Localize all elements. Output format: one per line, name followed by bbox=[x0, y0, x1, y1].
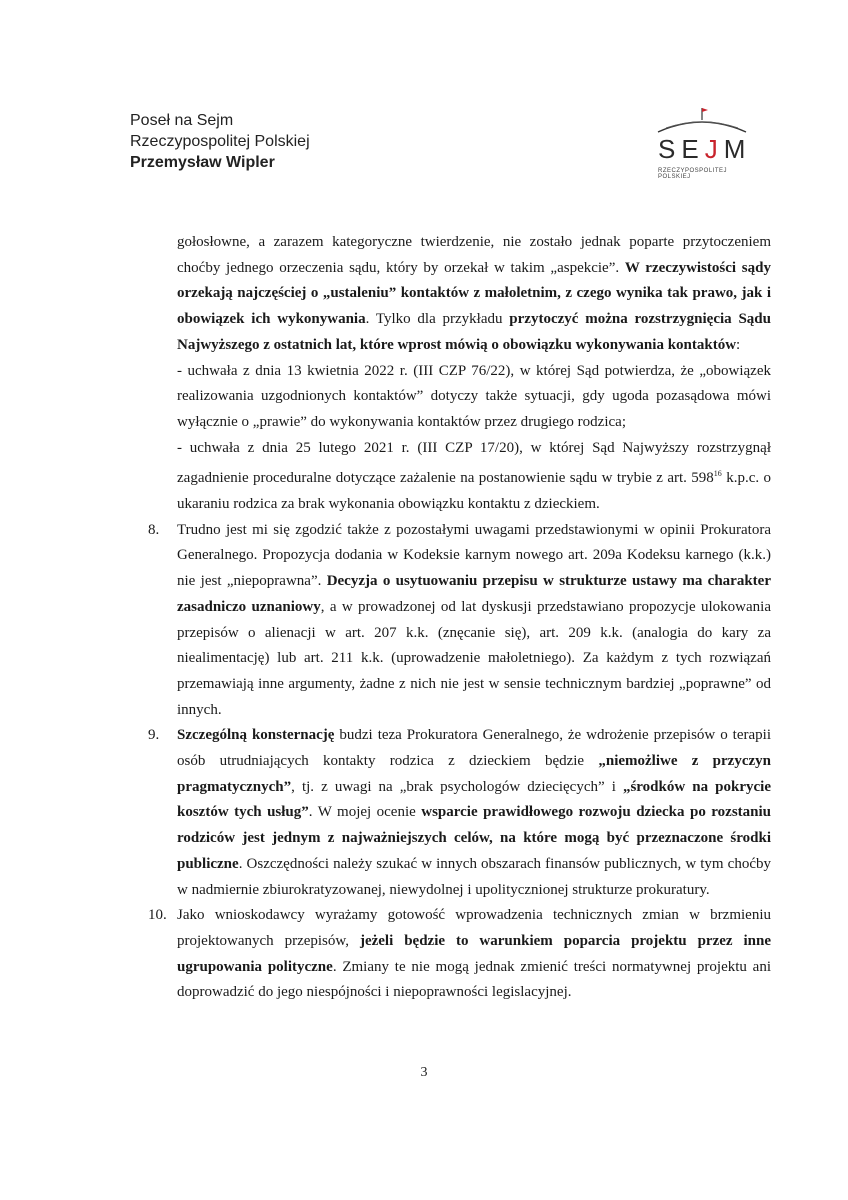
list-item-10: 10. Jako wnioskodawcy wyrażamy gotowość wprowadzenia technicznych zmian w brzmieniu projektowanych przepisów, jeżeli będzie to warunkiem poparcia projektu przez inne ugrupowania polityczne. Zmiany te nie mogą jednak zmienić treści normatywnej projektu ani doprowadzić do jego niespójności i niepoprawności legislacyjnej. bbox=[177, 903, 771, 1006]
list-number: 10. bbox=[148, 907, 167, 924]
header-line-1: Poseł na Sejm bbox=[130, 112, 234, 129]
sejm-logo bbox=[652, 106, 752, 180]
document-body bbox=[148, 230, 772, 1006]
page-number: 3 bbox=[420, 1065, 428, 1080]
sejm-logo-subtitle: RZECZYPOSPOLITEJ POLSKIEJ bbox=[658, 168, 728, 180]
letterhead bbox=[130, 110, 310, 173]
bullet-resolution-2022: - uchwała z dnia 13 kwietnia 2022 r. (III CZP 76/22), w której Sąd potwierdza, że „obowiązek realizowania uzgodnionych kontaktów” dotyczy także sytuacji, gdy ugoda pozasądowa mówi wyłącznie o „prawie” do wykonywania kontaktów przez drugiego rodzica; bbox=[177, 362, 771, 430]
list-number: 9. bbox=[148, 727, 160, 744]
list-item-9: 9. Szczególną konsternację budzi teza Prokuratora Generalnego, że wdrożenie przepisów o terapii osób utrudniających kontakty rodzica z dzieckiem będzie „niemożliwe z przyczyn pragmatycznych”, tj. z uwagi na „brak psychologów dziecięcych” i „środków na pokrycie kosztów tych usług”. W mojej ocenie wsparcie prawidłowego rozwoju dziecka po rozstaniu rodziców jest jednym z najważniejszych celów, na które mogą być przeznaczone środki publiczne. Oszczędności należy szukać w innych obszarach finansów publicznych, w tym choćby w nadmiernie zbiurokratyzowanej, niewydolnej i upolitycznionej strukturze prokuratury. bbox=[177, 723, 771, 903]
header-line-2: Rzeczypospolitej Polskiej bbox=[130, 133, 310, 150]
paragraph-continuation: gołosłowne, a zarazem kategoryczne twierdzenie, nie zostało jednak poparte przytoczeniem choćby jednego orzeczenia sądu, który by orzekał w takim „aspekcie”. W rzeczywistości sądy orzekają najczęściej o „ustaleniu” kontaktów z małoletnim, z czego wynika tak prawo, jak i obowiązek ich wykonywania. Tylko dla przykładu przytoczyć można rozstrzygnięcia Sądu Najwyższego z ostatnich lat, które wprost mówią o obowiązku wykonywania kontaktów: bbox=[177, 234, 771, 353]
header-name: Przemysław Wipler bbox=[130, 154, 275, 171]
list-item-8: 8. Trudno jest mi się zgodzić także z pozostałymi uwagami przedstawionymi w opinii Prokuratora Generalnego. Propozycja dodania w Kodeksie karnym nowego art. 209a Kodeksu karnego (k.k.) nie jest „niepoprawna”. Decyzja o usytuowaniu przepisu w strukturze ustawy ma charakter zasadniczo uznaniowy, a w prowadzonej od lat dyskusji przedstawiano propozycje ulokowania przepisów o alienacji w art. 207 k.k. (znęcanie się), art. 209 k.k. (analogia do kary za niealimentację) lub art. 211 k.k. (uprowadzenie małoletniego). Za każdym z tych rozwiązań przemawiają inne argumenty, żadne z nich nie jest w sensie technicznym bardziej „poprawne” od innych. bbox=[177, 518, 771, 724]
bullet-resolution-2021: - uchwała z dnia 25 lutego 2021 r. (III CZP 17/20), w której Sąd Najwyższy rozstrzygnął zagadnienie proceduralne dotyczące zażalenie na postanowienie sądu w trybie z art. $598^{16}$ k.p.c. o ukaraniu rodzica za brak wykonania obowiązku kontaktu z dzieckiem. bbox=[177, 439, 771, 513]
list-number: 8. bbox=[148, 521, 160, 538]
sejm-wordmark: SEJM bbox=[658, 134, 752, 164]
sejm-building-icon bbox=[652, 106, 748, 136]
